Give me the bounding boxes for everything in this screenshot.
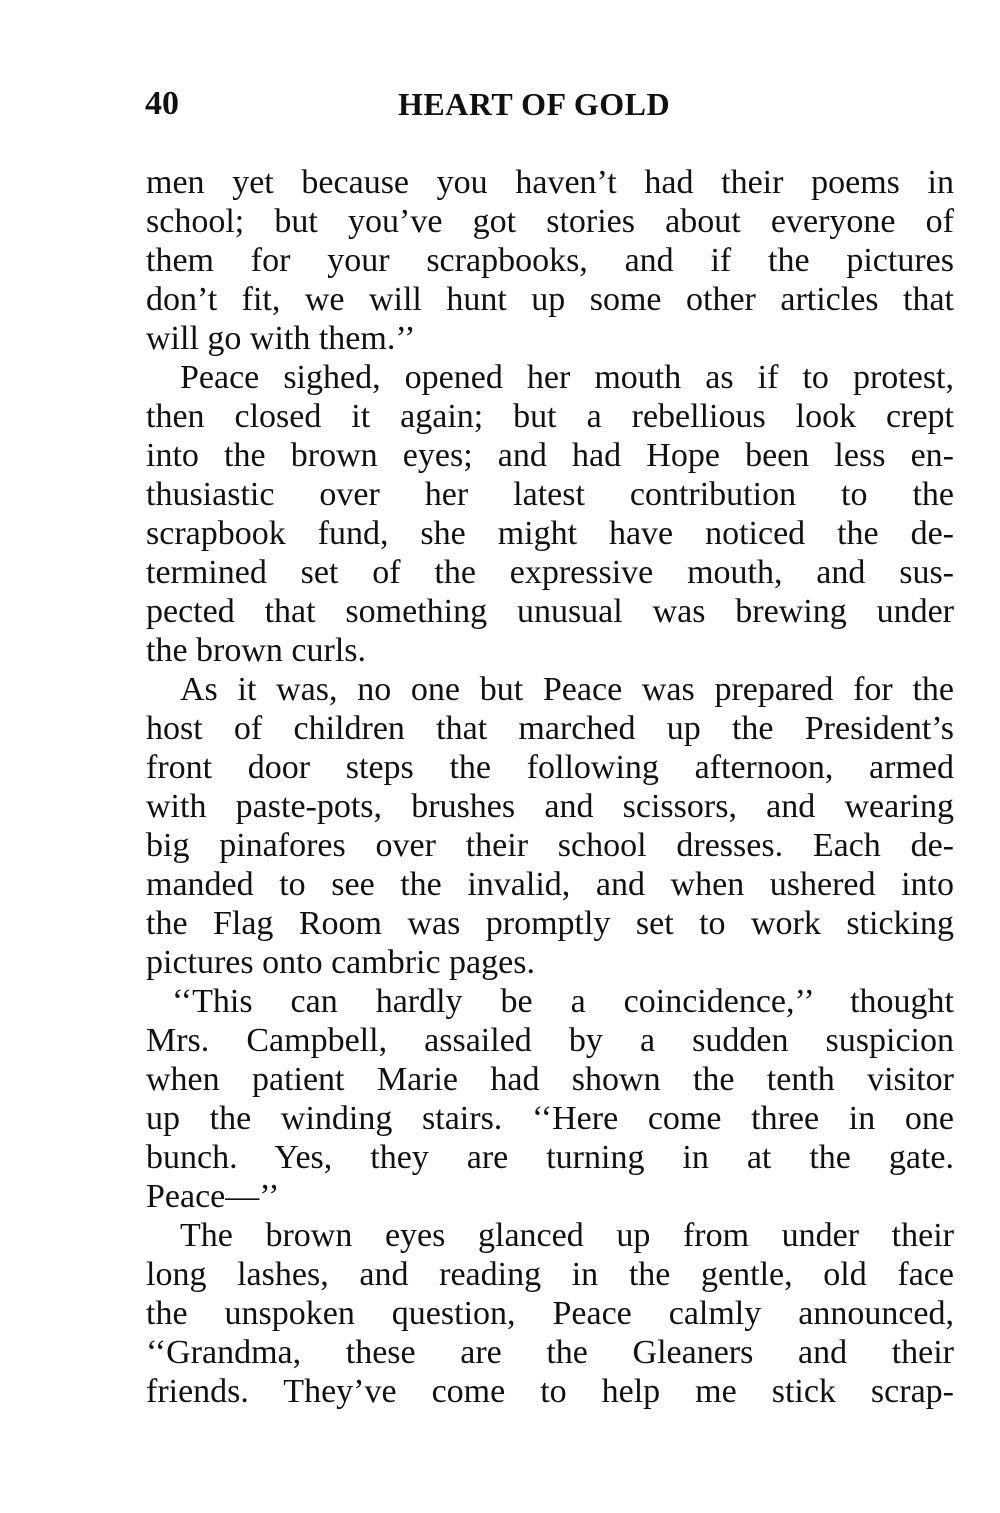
text-line: thusiastic over her latest contribution to the: [146, 476, 954, 513]
text-line: Peace—’’: [146, 1178, 280, 1215]
text-line: the unspoken question, Peace calmly announced,: [146, 1295, 954, 1332]
text-line: Peace sighed, opened her mouth as if to protest,: [180, 359, 954, 396]
text-line: big pinafores over their school dresses. Each de-: [146, 827, 954, 864]
text-line: ‘‘Grandma, these are the Gleaners and their: [146, 1334, 954, 1371]
text-line: into the brown eyes; and had Hope been less en-: [146, 437, 954, 474]
text-line: As it was, no one but Peace was prepared for the: [180, 671, 954, 708]
text-line: when patient Marie had shown the tenth visitor: [146, 1061, 954, 1098]
text-line: men yet because you haven’t had their poems in: [146, 164, 954, 201]
page-number: 40: [145, 85, 179, 122]
text-line: up the winding stairs. ‘‘Here come three in one: [146, 1100, 954, 1137]
running-title: HEART OF GOLD: [398, 86, 671, 122]
text-line: school; but you’ve got stories about everyone of: [146, 203, 954, 240]
text-line: host of children that marched up the President’s: [146, 710, 954, 747]
text-line: will go with them.’’: [146, 320, 416, 357]
page-header: [145, 80, 955, 128]
text-line: pected that something unusual was brewing under: [146, 593, 954, 630]
text-line: The brown eyes glanced up from under their: [180, 1217, 954, 1254]
text-line: ‘‘This can hardly be a coincidence,’’ thought: [172, 983, 954, 1020]
text-line: scrapbook fund, she might have noticed the de-: [146, 515, 954, 552]
body-text: [146, 163, 954, 1411]
text-line: then closed it again; but a rebellious look crept: [146, 398, 954, 435]
text-line: Mrs. Campbell, assailed by a sudden suspicion: [146, 1022, 954, 1059]
text-line: the Flag Room was promptly set to work sticking: [146, 905, 954, 942]
text-line: bunch. Yes, they are turning in at the gate.: [146, 1139, 954, 1176]
text-line: long lashes, and reading in the gentle, old face: [146, 1256, 954, 1293]
text-line: the brown curls.: [146, 632, 367, 669]
text-line: pictures onto cambric pages.: [146, 944, 535, 981]
text-line: don’t fit, we will hunt up some other articles that: [146, 281, 954, 318]
text-line: them for your scrapbooks, and if the pictures: [146, 242, 954, 279]
text-line: front door steps the following afternoon, armed: [146, 749, 954, 786]
text-line: termined set of the expressive mouth, and sus-: [146, 554, 954, 591]
text-line: manded to see the invalid, and when ushered into: [146, 866, 954, 903]
text-line: friends. They’ve come to help me stick scrap-: [146, 1373, 954, 1410]
text-line: with paste-pots, brushes and scissors, and wearing: [146, 788, 954, 825]
